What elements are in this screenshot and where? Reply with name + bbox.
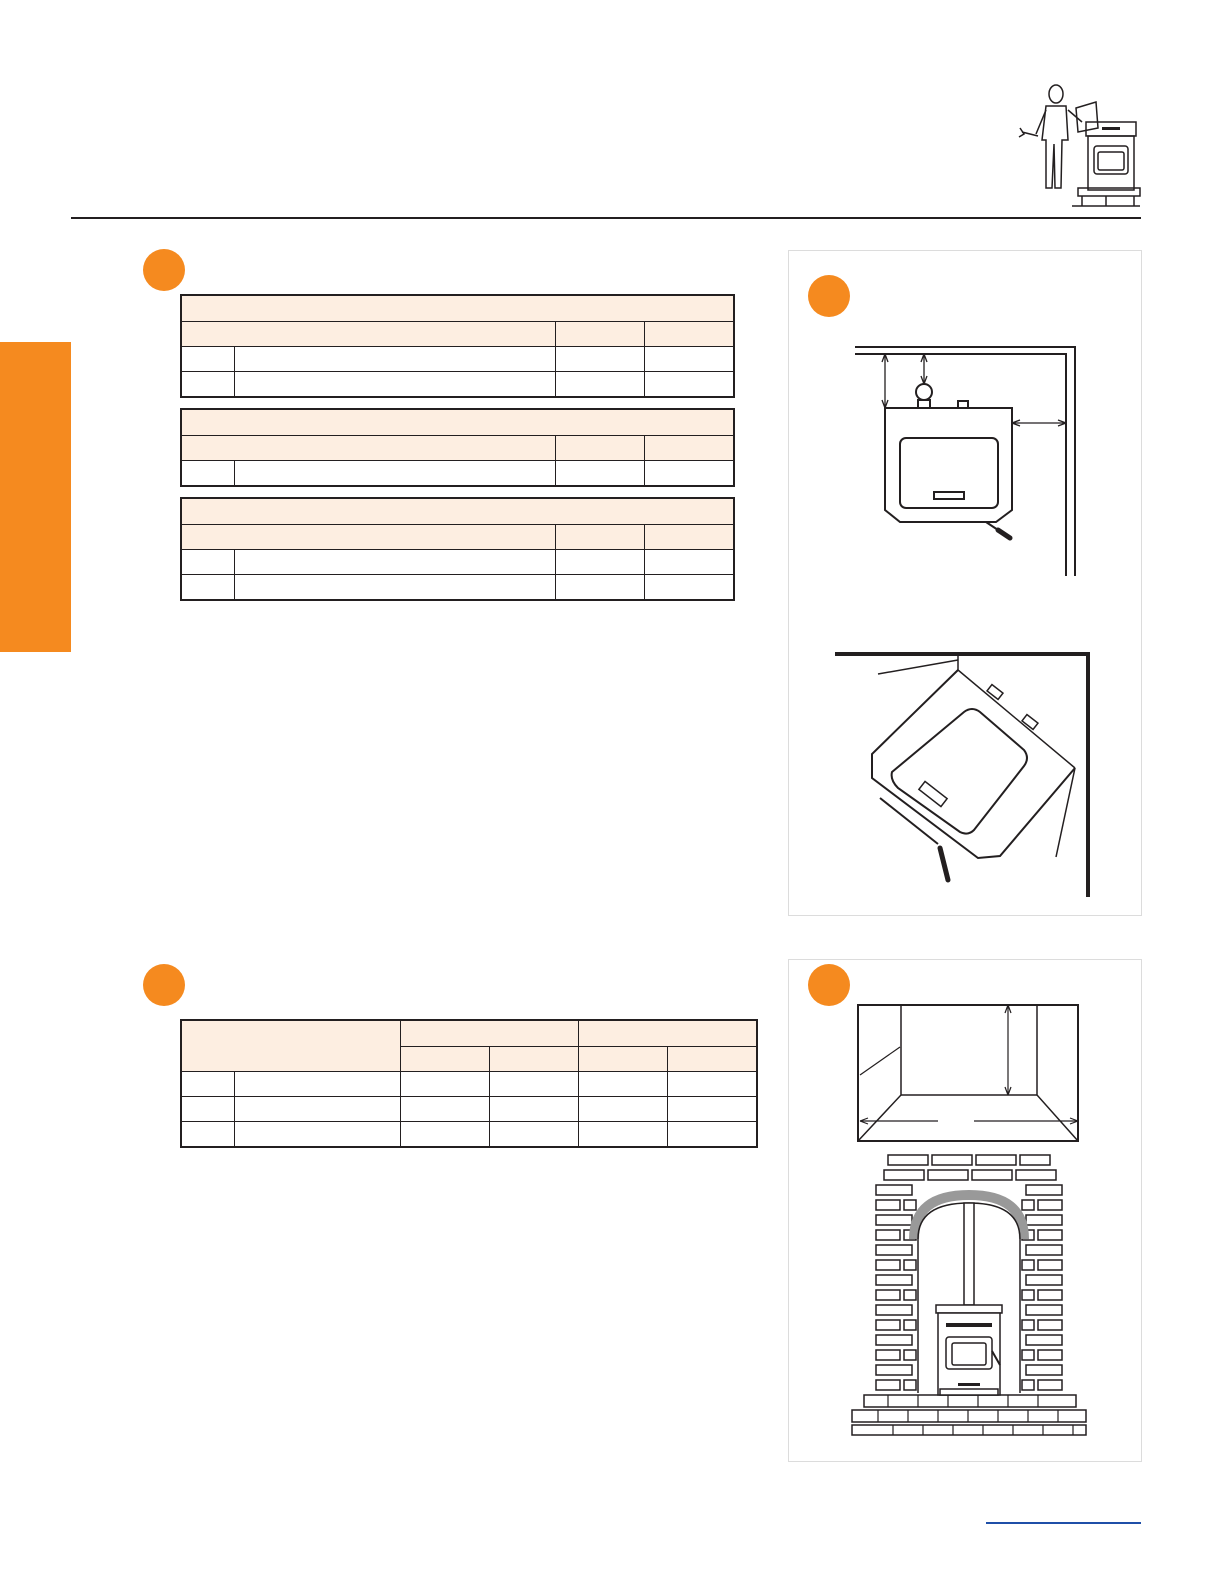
- table-row: [181, 1072, 757, 1097]
- table-row: [181, 461, 734, 487]
- table-header-cell: [556, 436, 645, 461]
- table-header-cell: [181, 525, 556, 550]
- table-header-cell: [645, 322, 735, 347]
- footer-link-rule[interactable]: [986, 1522, 1141, 1524]
- table-row: [181, 550, 734, 575]
- table-row: [181, 372, 734, 398]
- fireplace-opening-table: [180, 1019, 758, 1148]
- section-1-marker: [143, 249, 185, 291]
- table-title-row: [181, 295, 734, 322]
- section-2-marker: [143, 964, 185, 1006]
- stove-clearance-to-wall-diagram: [788, 250, 1140, 914]
- table-header-cell: [556, 525, 645, 550]
- installer-icon: [1016, 82, 1142, 214]
- table-header-cell: [645, 525, 735, 550]
- masonry-fireplace-insert-diagram: [788, 959, 1140, 1460]
- table-row: [181, 1097, 757, 1122]
- table-row: [181, 347, 734, 372]
- table-header-cell: [181, 1020, 401, 1072]
- table-header-cell: [579, 1020, 758, 1047]
- table-header-cell: [579, 1047, 668, 1072]
- installer-with-stove-icon: [1016, 82, 1142, 214]
- table-header-cell: [401, 1020, 579, 1047]
- table-title-row: [181, 498, 734, 525]
- table-header-cell: [645, 436, 735, 461]
- header-rule: [71, 217, 1141, 219]
- table-row: [181, 1122, 757, 1148]
- table-row: [181, 575, 734, 601]
- clearance-table-2: [180, 408, 735, 487]
- table-header-cell: [181, 436, 556, 461]
- table-header-cell: [401, 1047, 490, 1072]
- table-title-row: [181, 409, 734, 436]
- section-side-tab: [0, 342, 71, 652]
- table-header-cell: [181, 322, 556, 347]
- table-header-cell: [490, 1047, 579, 1072]
- table-header-cell: [556, 322, 645, 347]
- clearance-table-3: [180, 497, 735, 601]
- clearance-table-1: [180, 294, 735, 398]
- table-header-cell: [668, 1047, 758, 1072]
